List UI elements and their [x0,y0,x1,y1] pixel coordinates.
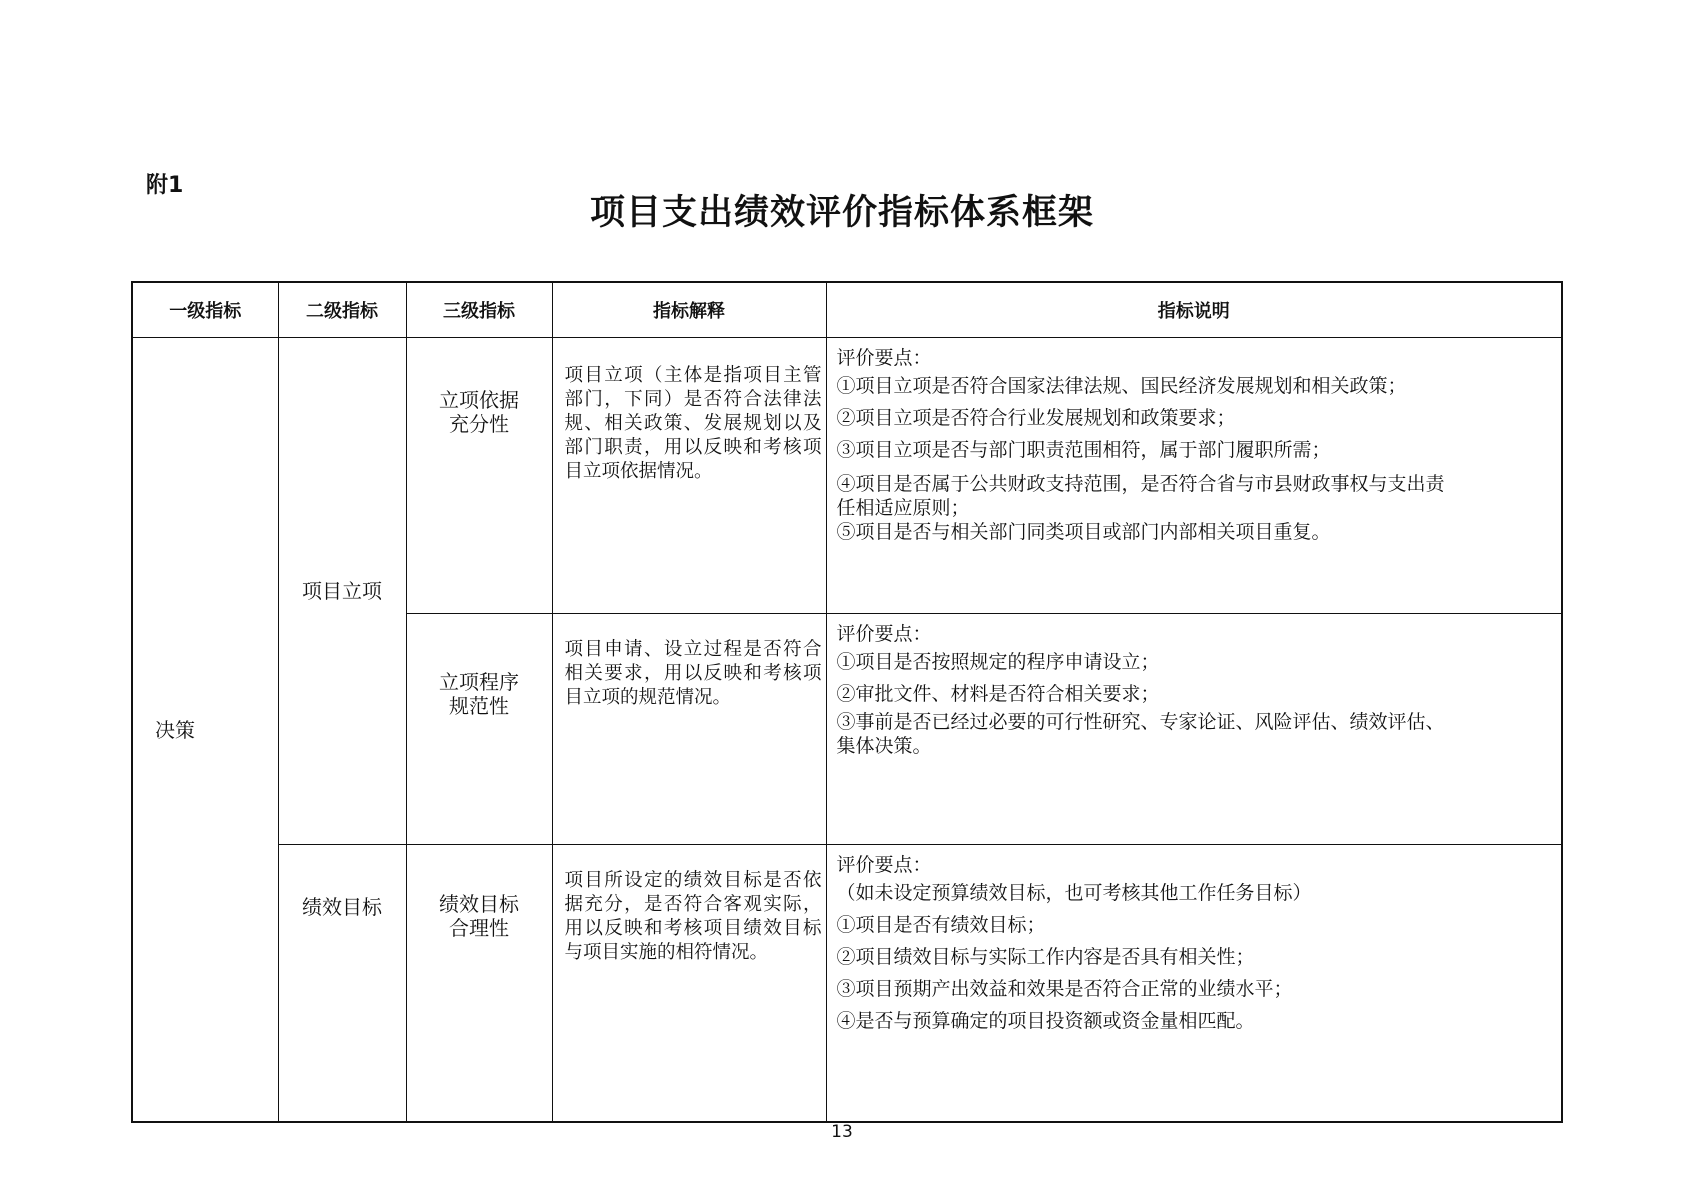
note-line: ④项目是否属于公共财政支持范围，是否符合省与市县财政事权与支出责 [836,473,1445,495]
note-line: ③项目预期产出效益和效果是否符合正常的业绩水平； [836,978,1293,1000]
table-row [132,845,1562,1123]
level1-cell: 决策 [132,338,278,1123]
level3-line: 合理性 [449,916,509,940]
level3-cell [406,614,552,845]
note-line: 任相适应原则； [836,497,970,519]
note-line: ①项目是否按照规定的程序申请设立； [836,651,1160,673]
note-line: ⑤项目是否与相关部门同类项目或部门内部相关项目重复。 [836,521,1331,543]
explanation-cell: 项目所设定的绩效目标是否依据充分，是否符合客观实际，用以反映和考核项目绩效目标与项目实施的相符情况。 [552,845,826,1123]
note-line: （如未设定预算绩效目标，也可考核其他工作任务目标） [836,882,1312,904]
level2-cell [278,845,406,1123]
level3-cell [406,338,552,614]
header-level3: 三级指标 [406,282,552,338]
header-level2: 二级指标 [278,282,406,338]
indicator-framework-table [131,281,1563,1123]
note-line: ②审批文件、材料是否符合相关要求； [836,683,1160,705]
note-line: ③事前是否已经过必要的可行性研究、专家论证、风险评估、绩效评估、 [836,711,1445,733]
note-line: ②项目立项是否符合行业发展规划和政策要求； [836,407,1236,429]
note-line: ②项目绩效目标与实际工作内容是否具有相关性； [836,946,1255,968]
table-header-row [132,282,1562,338]
header-explanation: 指标解释 [552,282,826,338]
note-line: ①项目立项是否符合国家法律法规、国民经济发展规划和相关政策； [836,375,1407,397]
note-line: ③项目立项是否与部门职责范围相符，属于部门履职所需； [836,439,1331,461]
level3-line: 规范性 [449,694,509,718]
note-line: ①项目是否有绩效目标； [836,914,1046,936]
header-level1: 一级指标 [132,282,278,338]
document-title: 项目支出绩效评价指标体系框架 [589,193,1094,233]
level3-line: 绩效目标 [439,892,519,916]
notes-lead: 评价要点： [836,854,932,876]
annex-label: 附1 [146,173,184,198]
notes-lead: 评价要点： [836,623,932,645]
notes-cell [826,338,1562,614]
notes-lead: 评价要点： [836,347,932,369]
explanation-cell: 项目申请、设立过程是否符合相关要求，用以反映和考核项目立项的规范情况。 [552,614,826,845]
header-notes: 指标说明 [826,282,1562,338]
notes-cell [826,845,1562,1123]
level3-line: 充分性 [449,412,509,436]
level2-label: 绩效目标 [302,895,382,919]
level3-cell [406,845,552,1123]
level2-label: 项目立项 [302,579,382,603]
level3-line: 立项程序 [439,670,519,694]
level2-cell [278,338,406,845]
explanation-cell: 项目立项（主体是指项目主管部门，下同）是否符合法律法规、相关政策、发展规划以及部门职责，用以反映和考核项目立项依据情况。 [552,338,826,614]
table-row [132,338,1562,614]
note-line: ④是否与预算确定的项目投资额或资金量相匹配。 [836,1010,1255,1032]
notes-cell [826,614,1562,845]
level3-line: 立项依据 [439,388,519,412]
note-line: 集体决策。 [836,735,932,757]
page-number: 13 [831,1122,853,1142]
